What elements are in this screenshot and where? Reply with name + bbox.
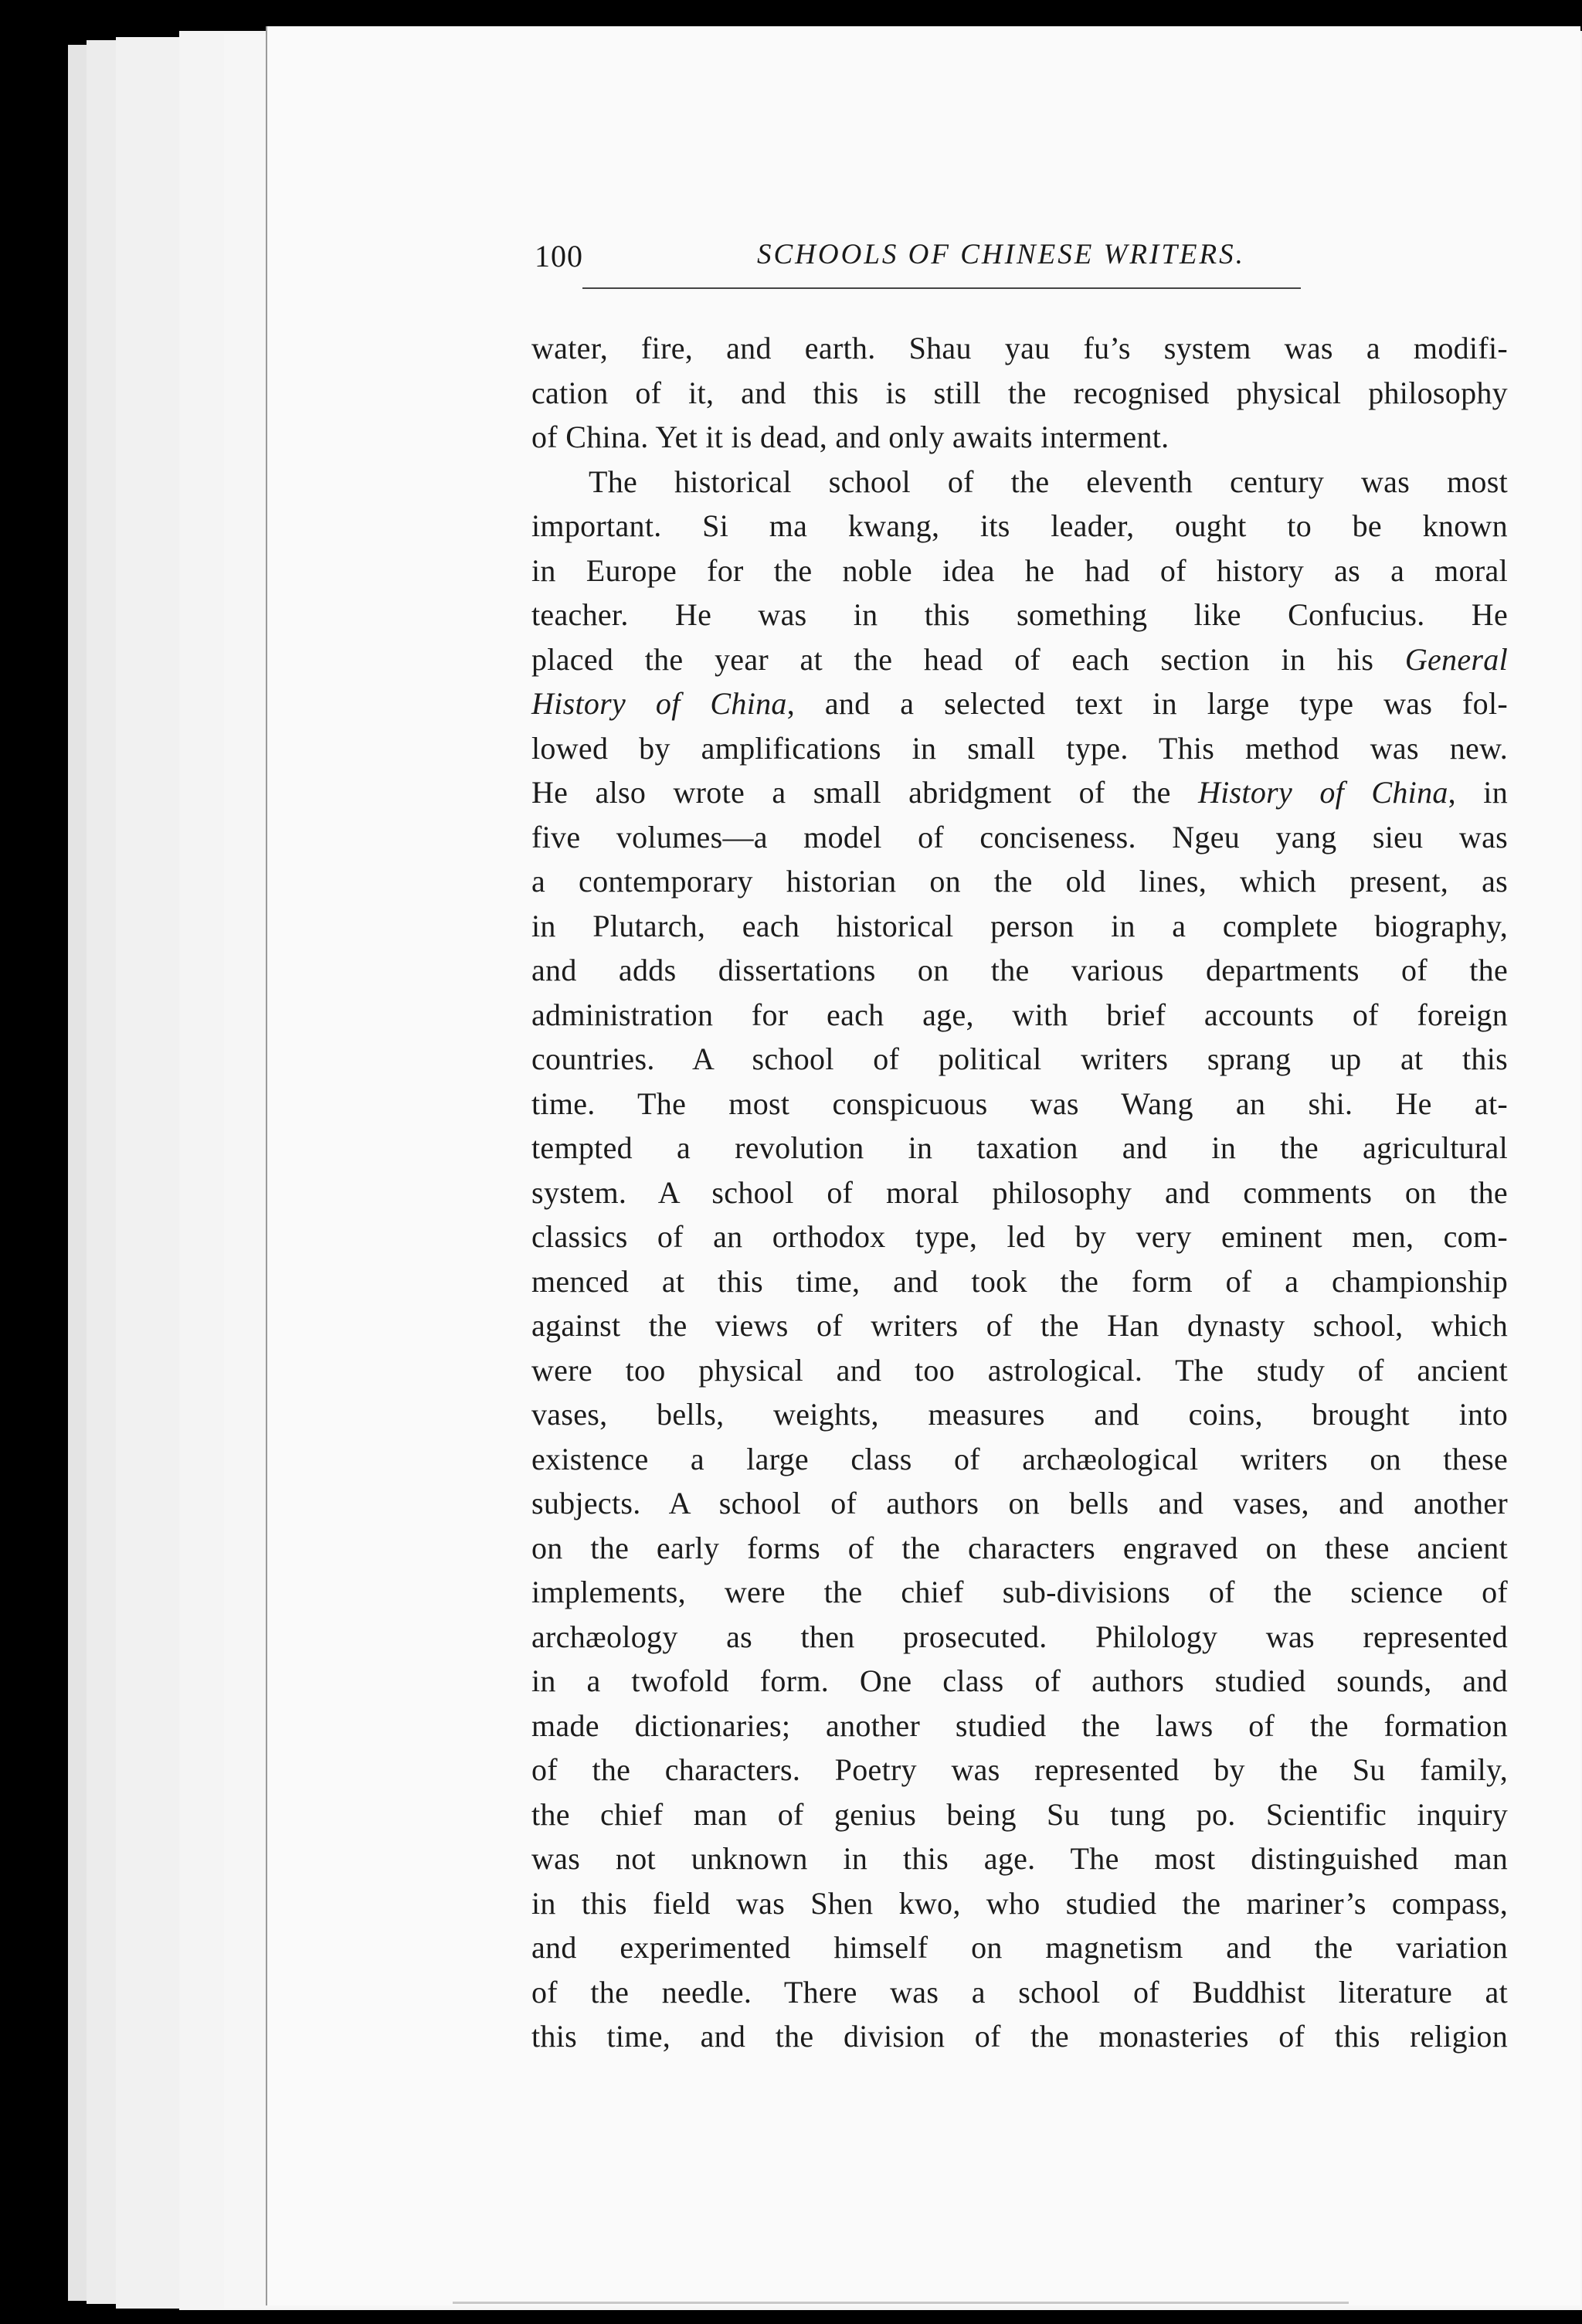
text-line: on the early forms of the characters engraved on these ancient <box>531 1530 1508 1565</box>
text-line: He also wrote a small abridgment of the History of China, in <box>531 775 1508 810</box>
running-head: SCHOOLS OF CHINESE WRITERS. <box>757 239 1245 270</box>
text-line: menced at this time, and took the form of a championship <box>531 1263 1508 1299</box>
text-line: five volumes—a model of conciseness. Ngeu yang sieu was <box>531 819 1508 855</box>
text-line: system. A school of moral philosophy and comments on the <box>531 1174 1508 1210</box>
text-line: a contemporary historian on the old lines, which present, as <box>531 864 1508 899</box>
text-line: of the needle. There was a school of Buddhist literature at <box>531 1974 1508 2010</box>
text-line: in a twofold form. One class of authors studied sounds, and <box>531 1663 1508 1698</box>
text-line: in Plutarch, each historical person in a complete biography, <box>531 908 1508 943</box>
text-line: of the characters. Poetry was represented by the Su family, <box>531 1752 1508 1787</box>
page-header <box>535 238 1307 272</box>
text-line: teacher. He was in this something like Confucius. He <box>531 597 1508 632</box>
header-rule <box>582 287 1301 289</box>
text-line: classics of an orthodox type, led by very eminent men, com- <box>531 1219 1508 1254</box>
text-line: this time, and the division of the monasteries of this religion <box>531 2019 1508 2054</box>
text-line: were too physical and too astrological. The study of ancient <box>531 1352 1508 1388</box>
text-line: and adds dissertations on the various departments of the <box>531 953 1508 987</box>
text-line: countries. A school of political writers sprang up at this <box>531 1041 1508 1076</box>
text-line: was not unknown in this age. The most distinguished man <box>531 1841 1508 1876</box>
text-line: water, fire, and earth. Shau yau fu’s system was a modifi- <box>531 331 1508 365</box>
text-line: vases, bells, weights, measures and coins, brought into <box>531 1397 1508 1432</box>
text-line: in this field was Shen kwo, who studied the mariner’s compass, <box>531 1885 1508 1921</box>
text-line: The historical school of the eleventh century was most <box>589 464 1508 499</box>
text-line: time. The most conspicuous was Wang an shi. He at- <box>531 1086 1508 1121</box>
body-text <box>531 326 1508 2059</box>
text-line: History of China, and a selected text in large type was fol- <box>531 686 1508 721</box>
text-line: lowed by amplifications in small type. This method was new. <box>531 730 1508 766</box>
text-line: cation of it, and this is still the recognised physical philosophy <box>531 375 1508 410</box>
text-line: archæology as then prosecuted. Philology was represented <box>531 1619 1508 1654</box>
text-line: existence a large class of archæological writers on these <box>531 1441 1508 1476</box>
text-line: and experimented himself on magnetism and the variation <box>531 1930 1508 1965</box>
text-line: in Europe for the noble idea he had of history as a moral <box>531 552 1508 588</box>
page-bottom-edge <box>453 2302 1349 2304</box>
page-number: 100 <box>535 239 583 274</box>
text-line: subjects. A school of authors on bells and vases, and another <box>531 1486 1508 1520</box>
text-line: important. Si ma kwang, its leader, ought to be known <box>531 508 1508 543</box>
text-line: placed the year at the head of each section in his General <box>531 641 1508 677</box>
text-line: tempted a revolution in taxation and in the agricultural <box>531 1130 1508 1165</box>
text-line: implements, were the chief sub-divisions of the science of <box>531 1575 1508 1609</box>
text-line: of China. Yet it is dead, and only awaits interment. <box>531 420 1170 454</box>
text-line: against the views of writers of the Han dynasty school, which <box>531 1308 1508 1343</box>
text-line: made dictionaries; another studied the laws of the formation <box>531 1707 1508 1743</box>
text-line: the chief man of genius being Su tung po. Scientific inquiry <box>531 1796 1508 1832</box>
text-line: administration for each age, with brief accounts of foreign <box>531 997 1508 1032</box>
